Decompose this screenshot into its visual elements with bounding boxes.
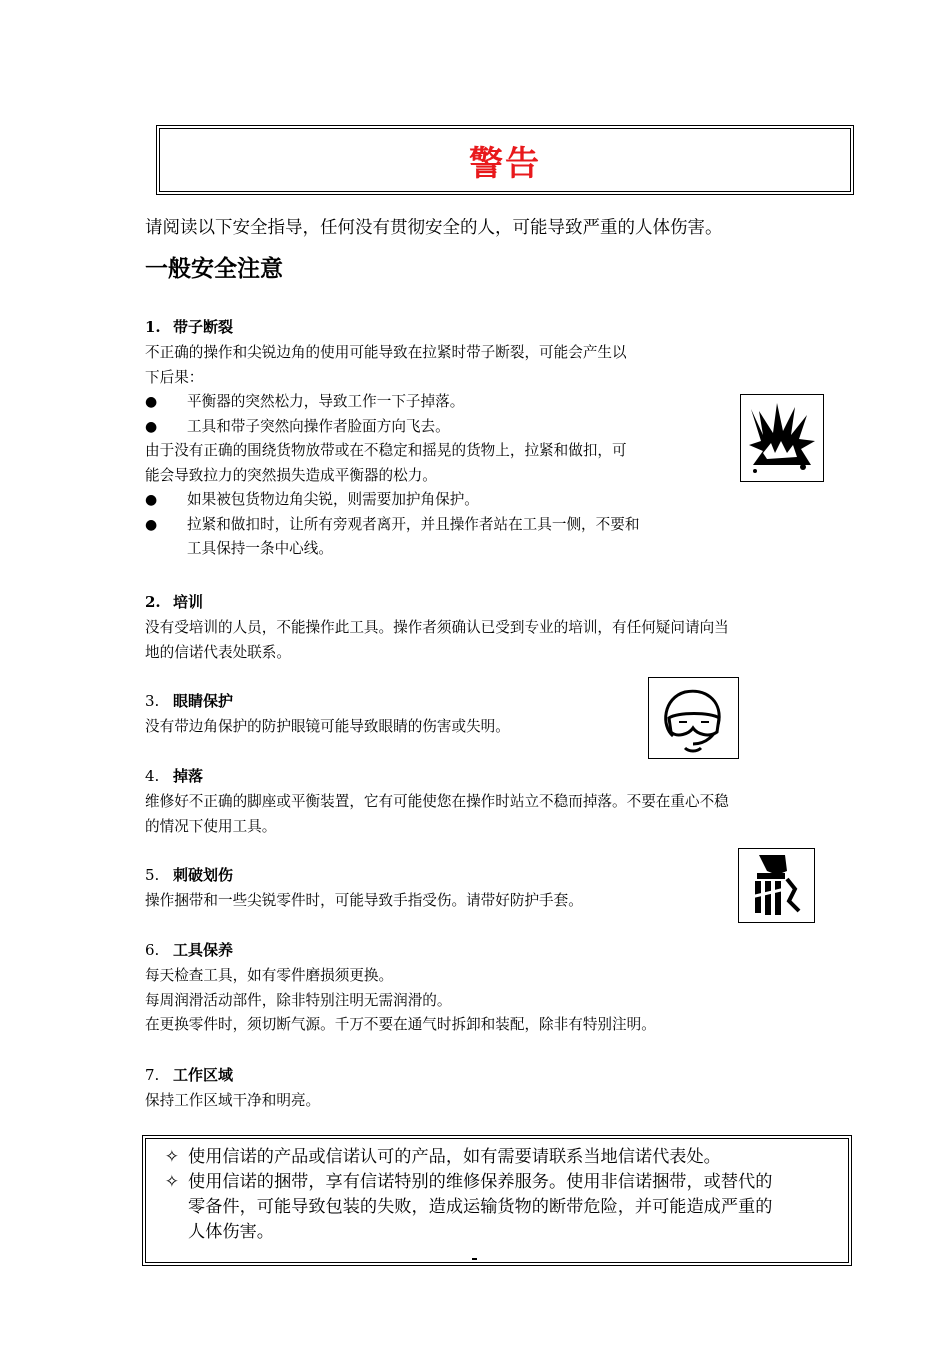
section-7 [145,1064,645,1114]
cut-hand-icon [738,848,815,923]
section-number: 4. [145,767,160,785]
section-number: 3. [145,692,160,710]
bullet: ● [145,492,158,508]
section-5-heading [145,864,705,885]
bullet: ● [145,516,158,533]
body-line: 没有受培训的人员，不能操作此工具。操作者须确认已受到专业的培训，有任何疑问请向当 [145,619,729,636]
section-5 [145,864,705,914]
notes-box [142,1135,852,1266]
section-4 [145,765,825,839]
list-item: ● 如果被包货物边角尖锐，则需要加护角保护。 [145,488,715,513]
body-line: 能会导致拉力的突然损失造成平衡器的松力。 [145,466,437,484]
explosion-icon [740,394,824,482]
list-item: ● 平衡器的突然松力，导致工作一下子掉落。 [145,390,715,415]
section-6-heading [145,939,825,960]
diamond-bullet-icon: ✧ [164,1147,180,1167]
section-2 [145,591,825,665]
body-line: 的情况下使用工具。 [145,817,277,835]
section-number: 5. [145,866,160,884]
body-line: 每天检查工具，如有零件磨损须更换。 [145,967,394,984]
body-line: 地的信诺代表处联系。 [145,643,291,661]
section-heading-text: 带子断裂 [173,318,234,336]
list-item: ● 工具和带子突然向操作者脸面方向飞去。 [145,415,715,440]
body-line: 下后果： [145,368,204,386]
section-3-heading [145,690,645,711]
section-title: 一般安全注意 [145,255,283,282]
note-item: ✧ 使用信诺的捆带，享有信诺特别的维修保养服务。使用非信诺捆带，或替代的 零备件，可能导致包装的失败，造成运输货物的断带危险，并可能造成严重的 人体伤害。 [156,1170,840,1245]
body-line: 没有带边角保护的防护眼镜可能导致眼睛的伤害或失明。 [145,718,510,735]
section-2-heading [145,591,825,612]
section-number: 7. [145,1066,160,1084]
section-heading-text: 培训 [173,593,204,611]
body-line: 不正确的操作和尖锐边角的使用可能导致在拉紧时带子断裂，可能会产生以 [145,344,627,361]
section-1 [145,316,715,562]
diamond-bullet-icon: ✧ [164,1172,180,1192]
section-number: 6. [145,941,160,959]
section-1-heading [145,316,715,337]
body-line: 由于没有正确的围绕货物放带或在不稳定和摇晃的货物上，拉紧和做扣，可 [145,442,627,459]
section-7-heading [145,1064,645,1085]
section-number: 2. [145,593,161,611]
note-item: ✧ 使用信诺的产品或信诺认可的产品，如有需要请联系当地信诺代表处。 [156,1145,840,1170]
body-line: 保持工作区域干净和明亮。 [145,1092,321,1109]
section-number: 1. [145,318,161,336]
section-heading-text: 眼睛保护 [173,692,234,710]
page-mark [472,1258,477,1260]
warning-title: 警告 [469,143,541,184]
section-heading-text: 刺破划伤 [173,866,234,884]
body-line: 每周润滑活动部件，除非特别注明无需润滑的。 [145,991,452,1009]
warning-banner [156,125,854,195]
intro-text: 请阅读以下安全指导，任何没有贯彻安全的人，可能导致严重的人体伤害。 [145,218,723,238]
section-6 [145,939,825,1038]
body-line: 维修好不正确的脚座或平衡装置，它有可能使您在操作时站立不稳而掉落。不要在重心不稳 [145,793,729,810]
section-heading-text: 工具保养 [173,941,234,959]
section-heading-text: 掉落 [173,767,204,785]
goggles-icon [648,677,739,759]
section-3 [145,690,645,740]
section-4-heading [145,765,825,786]
section-heading-text: 工作区域 [173,1066,234,1084]
bullet: ● [145,394,158,410]
body-line: 在更换零件时，须切断气源。千万不要在通气时拆卸和装配，除非有特别注明。 [145,1016,656,1033]
list-item-continuation: 工具保持一条中心线。 [187,540,333,557]
body-line: 操作捆带和一些尖锐零件时，可能导致手指受伤。请带好防护手套。 [145,892,583,909]
list-item: ● 拉紧和做扣时，让所有旁观者离开，并且操作者站在工具一侧，不要和 [145,513,715,538]
bullet: ● [145,418,158,435]
